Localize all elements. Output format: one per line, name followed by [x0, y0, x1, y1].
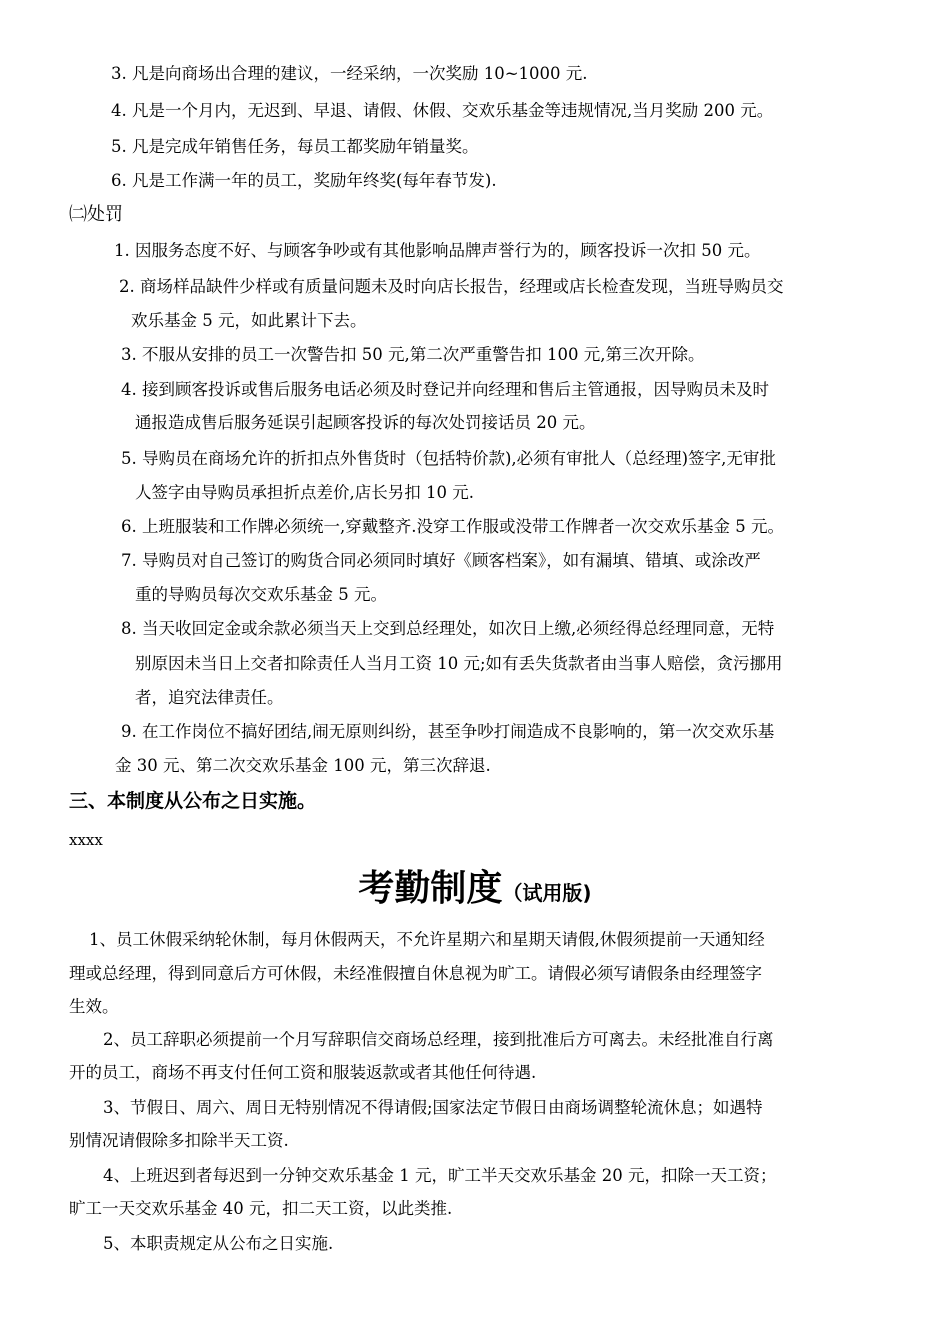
- attendance-item-5: 5、本职责规定从公布之日实施.: [103, 1234, 334, 1253]
- attendance-item-4: 4、上班迟到者每迟到一分钟交欢乐基金 1 元，旷工半天交欢乐基金 20 元，扣除一天工资；: [103, 1166, 777, 1185]
- punishment-item-2-cont: 欢乐基金 5 元，如此累计下去。: [131, 311, 367, 330]
- punishment-item-5: 5. 导购员在商场允许的折扣点外售货时（包括特价款),必须有审批人（总经理)签字,无审批: [121, 449, 776, 468]
- attendance-item-3-cont: 别情况请假除多扣除半天工资.: [69, 1131, 289, 1150]
- punishment-item-9-cont: 金 30 元、第二次交欢乐基金 100 元，第三次辞退.: [115, 756, 491, 775]
- reward-item-4: 4. 凡是一个月内，无迟到、早退、请假、休假、交欢乐基金等违规情况,当月奖励 200 元。: [111, 101, 774, 120]
- reward-item-5: 5. 凡是完成年销售任务，每员工都奖励年销量奖。: [111, 137, 479, 156]
- separator-text: xxxx: [69, 831, 103, 849]
- punishment-item-8: 8. 当天收回定金或余款必须当天上交到总经理处，如次日上缴,必须经得总经理同意，无特: [121, 619, 775, 638]
- attendance-item-2-cont: 开的员工，商场不再支付任何工资和服装返款或者其他任何待遇.: [69, 1063, 537, 1082]
- punishment-item-6: 6. 上班服装和工作牌必须统一,穿戴整齐.没穿工作服或没带工作牌者一次交欢乐基金 5 元。: [121, 517, 784, 536]
- punishment-item-7: 7. 导购员对自己签订的购货合同必须同时填好《顾客档案》，如有漏填、错填、或涂改严: [121, 551, 761, 570]
- punishment-item-4-cont: 通报造成售后服务延误引起顾客投诉的每次处罚接话员 20 元。: [135, 413, 596, 432]
- title-suffix: （试用版): [502, 881, 592, 905]
- punishment-item-1: 1. 因服务态度不好、与顾客争吵或有其他影响品牌声誉行为的，顾客投诉一次扣 50 元。: [114, 241, 761, 260]
- punishment-item-2: 2. 商场样品缺件少样或有质量问题未及时向店长报告，经理或店长检查发现，当班导购员交: [119, 277, 784, 296]
- attendance-item-4-cont: 旷工一天交欢乐基金 40 元，扣二天工资，以此类推.: [69, 1199, 453, 1218]
- attendance-item-2: 2、员工辞职必须提前一个月写辞职信交商场总经理，接到批准后方可离去。未经批准自行离: [103, 1030, 774, 1049]
- punishment-item-4: 4. 接到顾客投诉或售后服务电话必须及时登记并向经理和售后主管通报，因导购员未及时: [121, 380, 769, 399]
- punishment-heading: ㈡处罚: [69, 204, 123, 225]
- punishment-item-8-cont: 别原因未当日上交者扣除责任人当月工资 10 元;如有丢失货款者由当事人赔偿，贪污挪用: [135, 654, 783, 673]
- document-title: [0, 860, 950, 911]
- punishment-item-8-cont2: 者，追究法律责任。: [135, 688, 284, 707]
- attendance-item-3: 3、节假日、周六、周日无特别情况不得请假;国家法定节假日由商场调整轮流休息；如遇特: [103, 1098, 763, 1117]
- section-three-heading: 三、本制度从公布之日实施。: [69, 790, 317, 812]
- punishment-item-9: 9. 在工作岗位不搞好团结,闹无原则纠纷，甚至争吵打闹造成不良影响的，第一次交欢乐基: [121, 722, 775, 741]
- punishment-item-7-cont: 重的导购员每次交欢乐基金 5 元。: [135, 585, 387, 604]
- attendance-item-1: 1、员工休假采纳轮休制，每月休假两天，不允许星期六和星期天请假,休假须提前一天通知经: [89, 930, 765, 949]
- attendance-item-1-cont2: 生效。: [69, 997, 119, 1016]
- attendance-item-1-cont: 理或总经理，得到同意后方可休假，未经准假擅自休息视为旷工。请假必须写请假条由经理签字: [69, 964, 762, 983]
- title-main: 考勤制度: [358, 868, 503, 909]
- reward-item-6: 6. 凡是工作满一年的员工，奖励年终奖(每年春节发).: [111, 171, 497, 190]
- punishment-item-5-cont: 人签字由导购员承担折点差价,店长另扣 10 元.: [135, 483, 474, 502]
- punishment-item-3: 3. 不服从安排的员工一次警告扣 50 元,第二次严重警告扣 100 元,第三次开除。: [121, 345, 705, 364]
- reward-item-3: 3. 凡是向商场出合理的建议，一经采纳，一次奖励 10~1000 元.: [111, 64, 588, 83]
